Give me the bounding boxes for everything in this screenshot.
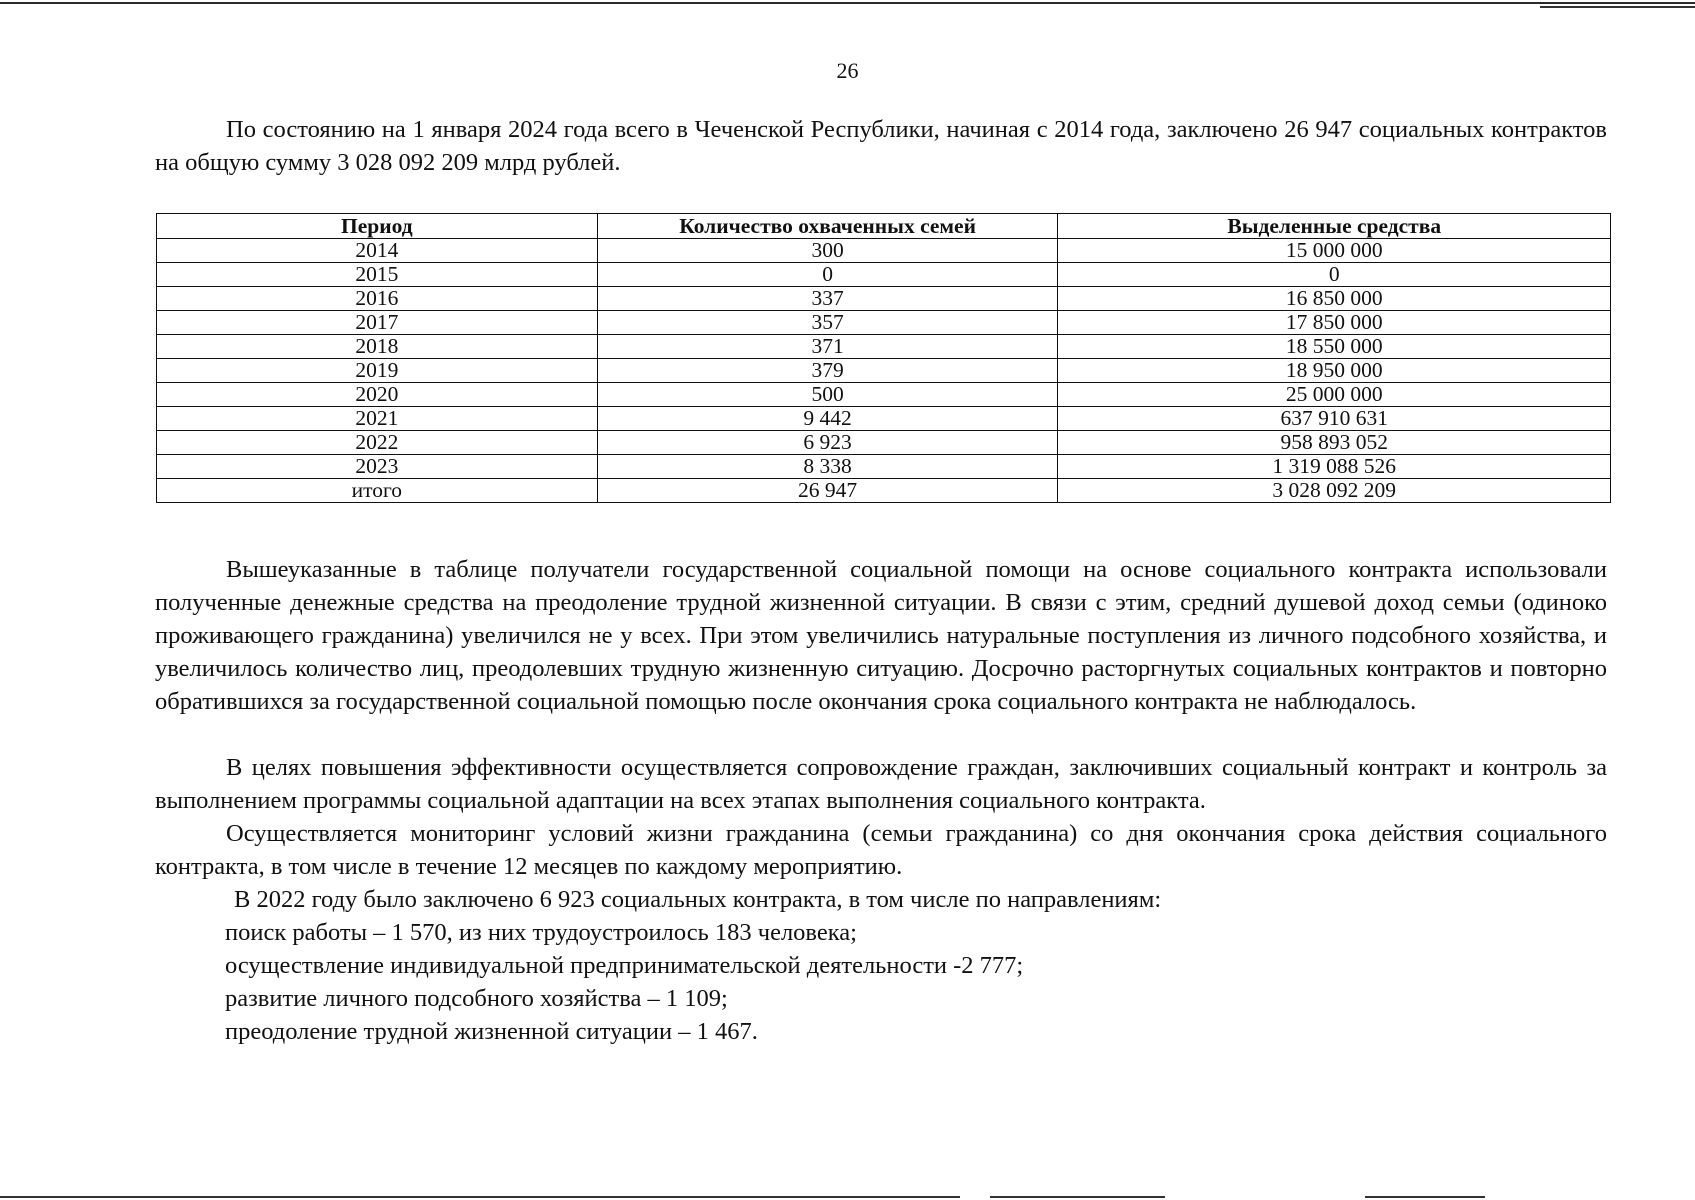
direction-item: поиск работы – 1 570, из них трудоустроилось 183 человека; (225, 919, 857, 946)
page-number: 26 (836, 58, 859, 83)
cell-families: 26 947 (597, 479, 1058, 503)
support-paragraph: В целях повышения эффективности осуществляется сопровождение граждан, заключивших социальный контракт и контроль за выполнением программы социальной адаптации на всех этапах выполнения социального контракта. (155, 754, 1607, 814)
cell-families: 8 338 (597, 455, 1058, 479)
social-contracts-table (156, 213, 1611, 503)
cell-funds: 1 319 088 526 (1058, 455, 1611, 479)
cell-period: 2020 (157, 383, 598, 407)
column-header-funds: Выделенные средства (1058, 214, 1611, 239)
cell-funds: 17 850 000 (1058, 311, 1611, 335)
cell-funds: 637 910 631 (1058, 407, 1611, 431)
cell-families: 500 (597, 383, 1058, 407)
table-row (157, 383, 1611, 407)
cell-families: 337 (597, 287, 1058, 311)
table-header-row (157, 214, 1611, 239)
table-row (157, 359, 1611, 383)
table-row (157, 263, 1611, 287)
table-row (157, 311, 1611, 335)
scan-border-top (0, 2, 1695, 4)
cell-period: 2017 (157, 311, 598, 335)
cell-funds: 3 028 092 209 (1058, 479, 1611, 503)
cell-funds: 18 550 000 (1058, 335, 1611, 359)
cell-families: 0 (597, 263, 1058, 287)
direction-item: преодоление трудной жизненной ситуации – 1 467. (225, 1018, 758, 1045)
recipients-paragraph: Вышеуказанные в таблице получатели государственной социальной помощи на основе социального контракта использовали полученные денежные средства на преодоление трудной жизненной ситуации. В связи с этим, средний душевой доход семьи (одиноко проживающего гражданина) увеличился не у всех. При этом увеличились натуральные поступления из личного подсобного хозяйства, и увеличилось количество лиц, преодолевших трудную жизненную ситуацию. Досрочно расторгнутых социальных контрактов и повторно обратившихся за государственной социальной помощью после окончания срока социального контракта не наблюдалось. (155, 556, 1607, 715)
scan-border-bottom (1365, 1196, 1485, 1198)
cell-funds: 25 000 000 (1058, 383, 1611, 407)
table-row (157, 287, 1611, 311)
table-row (157, 431, 1611, 455)
table-row (157, 335, 1611, 359)
cell-funds: 18 950 000 (1058, 359, 1611, 383)
cell-families: 300 (597, 239, 1058, 263)
cell-period: 2015 (157, 263, 598, 287)
cell-period: 2019 (157, 359, 598, 383)
contracts-2022-line: В 2022 году было заключено 6 923 социальных контракта, в том числе по направлениям: (234, 886, 1162, 913)
direction-item: развитие личного подсобного хозяйства – 1 109; (225, 985, 728, 1012)
cell-families: 379 (597, 359, 1058, 383)
cell-funds: 16 850 000 (1058, 287, 1611, 311)
cell-families: 357 (597, 311, 1058, 335)
cell-period: 2018 (157, 335, 598, 359)
cell-period: 2023 (157, 455, 598, 479)
cell-funds: 0 (1058, 263, 1611, 287)
table-row (157, 407, 1611, 431)
cell-families: 9 442 (597, 407, 1058, 431)
table-row (157, 239, 1611, 263)
cell-families: 6 923 (597, 431, 1058, 455)
table-total-row (157, 479, 1611, 503)
scan-border-corner (1540, 0, 1695, 8)
monitoring-paragraph: Осуществляется мониторинг условий жизни гражданина (семьи гражданина) со дня окончания срока действия социального контракта, в том числе в течение 12 месяцев по каждому мероприятию. (155, 820, 1607, 880)
scan-border-bottom (0, 1196, 960, 1198)
cell-period: 2022 (157, 431, 598, 455)
direction-item: осуществление индивидуальной предпринимательской деятельности -2 777; (225, 952, 1024, 979)
intro-paragraph: По состоянию на 1 января 2024 года всего в Чеченской Республики, начиная с 2014 года, заключено 26 947 социальных контрактов на общую сумму 3 028 092 209 млрд рублей. (155, 116, 1607, 176)
cell-funds: 958 893 052 (1058, 431, 1611, 455)
cell-funds: 15 000 000 (1058, 239, 1611, 263)
scan-border-bottom (990, 1196, 1165, 1198)
cell-period: итого (157, 479, 598, 503)
table-row (157, 455, 1611, 479)
cell-period: 2021 (157, 407, 598, 431)
cell-period: 2014 (157, 239, 598, 263)
cell-families: 371 (597, 335, 1058, 359)
column-header-families: Количество охваченных семей (597, 214, 1058, 239)
column-header-period: Период (157, 214, 598, 239)
cell-period: 2016 (157, 287, 598, 311)
